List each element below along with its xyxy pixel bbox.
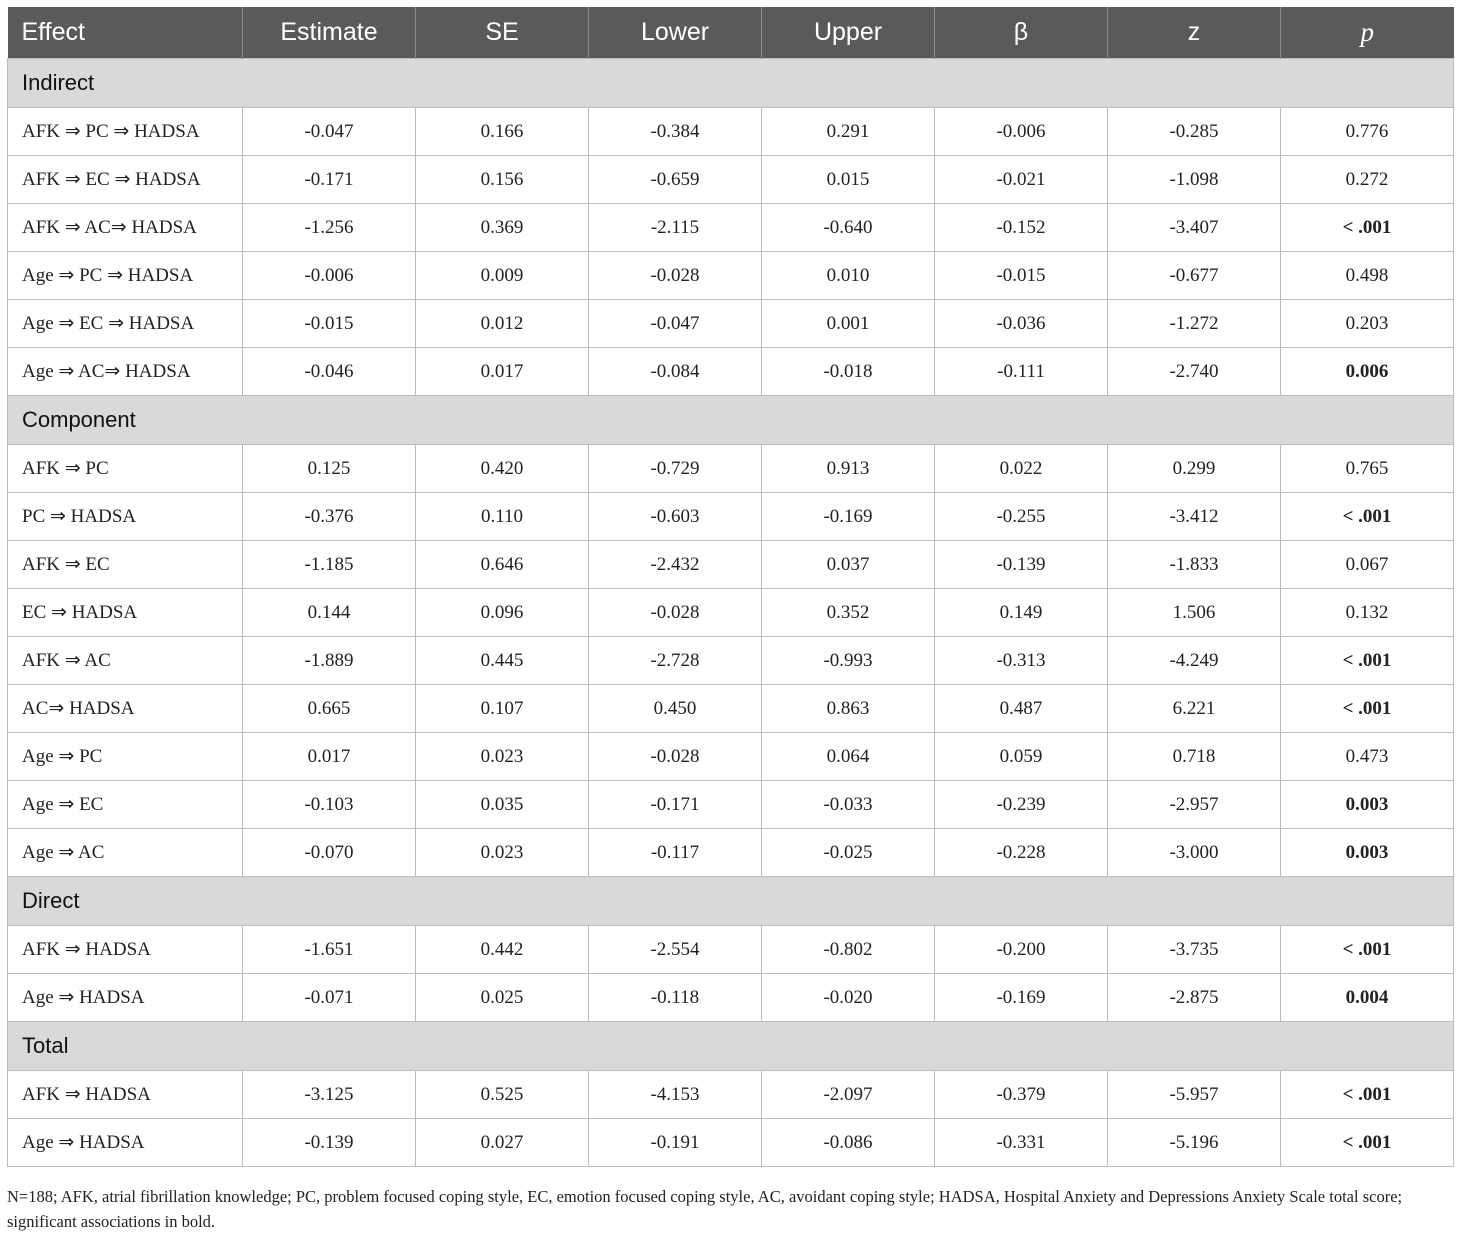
estimate-cell: 0.125: [243, 445, 416, 493]
effect-cell: AFK ⇒ PC ⇒ HADSA: [8, 108, 243, 156]
se-cell: 0.156: [416, 156, 589, 204]
estimate-cell: -0.071: [243, 974, 416, 1022]
effect-cell: AFK ⇒ EC: [8, 541, 243, 589]
beta-cell: -0.015: [935, 252, 1108, 300]
lower-cell: -2.554: [589, 926, 762, 974]
upper-cell: 0.291: [762, 108, 935, 156]
effect-cell: Age ⇒ HADSA: [8, 974, 243, 1022]
table-row: [8, 541, 1454, 589]
section-title: Component: [8, 396, 1454, 445]
table-row: [8, 926, 1454, 974]
beta-cell: -0.228: [935, 829, 1108, 877]
table-row: [8, 589, 1454, 637]
se-cell: 0.027: [416, 1119, 589, 1167]
header-lower: Lower: [589, 7, 762, 59]
lower-cell: -0.028: [589, 252, 762, 300]
p-cell: 0.003: [1281, 781, 1454, 829]
beta-cell: -0.379: [935, 1071, 1108, 1119]
p-cell: 0.498: [1281, 252, 1454, 300]
table-row: [8, 829, 1454, 877]
upper-cell: -0.033: [762, 781, 935, 829]
table-row: [8, 1119, 1454, 1167]
beta-cell: -0.036: [935, 300, 1108, 348]
z-cell: -1.833: [1108, 541, 1281, 589]
z-cell: -5.196: [1108, 1119, 1281, 1167]
results-table-container: [7, 7, 1453, 1167]
header-estimate: Estimate: [243, 7, 416, 59]
z-cell: -3.407: [1108, 204, 1281, 252]
effect-cell: Age ⇒ AC⇒ HADSA: [8, 348, 243, 396]
effect-cell: Age ⇒ PC ⇒ HADSA: [8, 252, 243, 300]
estimate-cell: -0.046: [243, 348, 416, 396]
table-header: [8, 7, 1454, 59]
section-row-total: [8, 1022, 1454, 1071]
upper-cell: 0.015: [762, 156, 935, 204]
table-body: [8, 59, 1454, 1167]
beta-cell: 0.022: [935, 445, 1108, 493]
table-row: [8, 445, 1454, 493]
beta-cell: -0.139: [935, 541, 1108, 589]
beta-cell: -0.200: [935, 926, 1108, 974]
p-cell: 0.203: [1281, 300, 1454, 348]
lower-cell: -4.153: [589, 1071, 762, 1119]
lower-cell: -2.728: [589, 637, 762, 685]
estimate-cell: -0.047: [243, 108, 416, 156]
z-cell: 0.718: [1108, 733, 1281, 781]
p-cell: 0.132: [1281, 589, 1454, 637]
z-cell: -3.735: [1108, 926, 1281, 974]
beta-cell: -0.006: [935, 108, 1108, 156]
p-cell: < .001: [1281, 1119, 1454, 1167]
upper-cell: 0.352: [762, 589, 935, 637]
lower-cell: -0.118: [589, 974, 762, 1022]
beta-cell: 0.059: [935, 733, 1108, 781]
beta-cell: -0.169: [935, 974, 1108, 1022]
z-cell: -2.957: [1108, 781, 1281, 829]
se-cell: 0.009: [416, 252, 589, 300]
beta-cell: -0.331: [935, 1119, 1108, 1167]
table-row: [8, 733, 1454, 781]
effect-cell: PC ⇒ HADSA: [8, 493, 243, 541]
z-cell: -5.957: [1108, 1071, 1281, 1119]
z-cell: -1.098: [1108, 156, 1281, 204]
table-row: [8, 204, 1454, 252]
lower-cell: -0.659: [589, 156, 762, 204]
effect-cell: AFK ⇒ AC⇒ HADSA: [8, 204, 243, 252]
estimate-cell: -0.171: [243, 156, 416, 204]
lower-cell: -0.729: [589, 445, 762, 493]
z-cell: 6.221: [1108, 685, 1281, 733]
p-cell: 0.272: [1281, 156, 1454, 204]
table-row: [8, 108, 1454, 156]
effect-cell: Age ⇒ PC: [8, 733, 243, 781]
table-row: [8, 685, 1454, 733]
mediation-results-table: [7, 7, 1454, 1167]
p-cell: < .001: [1281, 1071, 1454, 1119]
effect-cell: AFK ⇒ HADSA: [8, 926, 243, 974]
header-row: [8, 7, 1454, 59]
header-se: SE: [416, 7, 589, 59]
p-cell: 0.765: [1281, 445, 1454, 493]
p-cell: < .001: [1281, 493, 1454, 541]
upper-cell: -0.993: [762, 637, 935, 685]
upper-cell: -0.086: [762, 1119, 935, 1167]
se-cell: 0.107: [416, 685, 589, 733]
lower-cell: -0.117: [589, 829, 762, 877]
lower-cell: -0.028: [589, 733, 762, 781]
table-row: [8, 974, 1454, 1022]
se-cell: 0.025: [416, 974, 589, 1022]
effect-cell: Age ⇒ EC: [8, 781, 243, 829]
se-cell: 0.012: [416, 300, 589, 348]
effect-cell: Age ⇒ AC: [8, 829, 243, 877]
se-cell: 0.445: [416, 637, 589, 685]
se-cell: 0.420: [416, 445, 589, 493]
z-cell: -3.412: [1108, 493, 1281, 541]
estimate-cell: -1.889: [243, 637, 416, 685]
table-footnote: N=188; AFK, atrial fibrillation knowledge; PC, problem focused coping style, EC, emotion focused coping style, AC, avoidant coping style; HADSA, Hospital Anxiety and Depressions Anxiety Scale total score; significant associations in bold.: [7, 1187, 1403, 1231]
lower-cell: -2.432: [589, 541, 762, 589]
upper-cell: 0.913: [762, 445, 935, 493]
z-cell: -4.249: [1108, 637, 1281, 685]
estimate-cell: -0.070: [243, 829, 416, 877]
se-cell: 0.525: [416, 1071, 589, 1119]
upper-cell: -0.020: [762, 974, 935, 1022]
header-upper: Upper: [762, 7, 935, 59]
lower-cell: -0.603: [589, 493, 762, 541]
upper-cell: 0.037: [762, 541, 935, 589]
estimate-cell: -1.256: [243, 204, 416, 252]
lower-cell: -0.084: [589, 348, 762, 396]
se-cell: 0.442: [416, 926, 589, 974]
lower-cell: -0.384: [589, 108, 762, 156]
lower-cell: 0.450: [589, 685, 762, 733]
se-cell: 0.369: [416, 204, 589, 252]
estimate-cell: -0.376: [243, 493, 416, 541]
z-cell: 1.506: [1108, 589, 1281, 637]
table-row: [8, 156, 1454, 204]
beta-cell: -0.313: [935, 637, 1108, 685]
p-cell: 0.006: [1281, 348, 1454, 396]
beta-cell: 0.149: [935, 589, 1108, 637]
se-cell: 0.646: [416, 541, 589, 589]
upper-cell: 0.001: [762, 300, 935, 348]
lower-cell: -0.191: [589, 1119, 762, 1167]
se-cell: 0.017: [416, 348, 589, 396]
estimate-cell: 0.665: [243, 685, 416, 733]
upper-cell: 0.863: [762, 685, 935, 733]
se-cell: 0.166: [416, 108, 589, 156]
z-cell: 0.299: [1108, 445, 1281, 493]
p-cell: 0.473: [1281, 733, 1454, 781]
table-row: [8, 300, 1454, 348]
table-row: [8, 252, 1454, 300]
p-cell: < .001: [1281, 685, 1454, 733]
beta-cell: -0.152: [935, 204, 1108, 252]
header-beta: β: [935, 7, 1108, 59]
estimate-cell: 0.144: [243, 589, 416, 637]
upper-cell: 0.010: [762, 252, 935, 300]
effect-cell: EC ⇒ HADSA: [8, 589, 243, 637]
lower-cell: -0.028: [589, 589, 762, 637]
upper-cell: 0.064: [762, 733, 935, 781]
table-row: [8, 348, 1454, 396]
z-cell: -2.875: [1108, 974, 1281, 1022]
table-row: [8, 493, 1454, 541]
se-cell: 0.110: [416, 493, 589, 541]
estimate-cell: -0.139: [243, 1119, 416, 1167]
estimate-cell: 0.017: [243, 733, 416, 781]
z-cell: -3.000: [1108, 829, 1281, 877]
lower-cell: -0.047: [589, 300, 762, 348]
p-cell: 0.004: [1281, 974, 1454, 1022]
table-row: [8, 637, 1454, 685]
beta-cell: -0.111: [935, 348, 1108, 396]
se-cell: 0.096: [416, 589, 589, 637]
upper-cell: -0.802: [762, 926, 935, 974]
lower-cell: -0.171: [589, 781, 762, 829]
lower-cell: -2.115: [589, 204, 762, 252]
beta-cell: -0.021: [935, 156, 1108, 204]
beta-cell: -0.239: [935, 781, 1108, 829]
upper-cell: -0.169: [762, 493, 935, 541]
section-row-component: [8, 396, 1454, 445]
effect-cell: Age ⇒ EC ⇒ HADSA: [8, 300, 243, 348]
se-cell: 0.035: [416, 781, 589, 829]
header-z: z: [1108, 7, 1281, 59]
z-cell: -2.740: [1108, 348, 1281, 396]
header-p: p: [1281, 7, 1454, 59]
section-title: Indirect: [8, 59, 1454, 108]
p-cell: 0.776: [1281, 108, 1454, 156]
beta-cell: -0.255: [935, 493, 1108, 541]
se-cell: 0.023: [416, 733, 589, 781]
upper-cell: -2.097: [762, 1071, 935, 1119]
z-cell: -1.272: [1108, 300, 1281, 348]
effect-cell: AFK ⇒ PC: [8, 445, 243, 493]
table-row: [8, 781, 1454, 829]
table-row: [8, 1071, 1454, 1119]
p-cell: < .001: [1281, 926, 1454, 974]
estimate-cell: -0.015: [243, 300, 416, 348]
p-cell: < .001: [1281, 204, 1454, 252]
estimate-cell: -0.006: [243, 252, 416, 300]
header-effect: Effect: [8, 7, 243, 59]
section-title: Total: [8, 1022, 1454, 1071]
section-title: Direct: [8, 877, 1454, 926]
effect-cell: AFK ⇒ AC: [8, 637, 243, 685]
p-cell: 0.003: [1281, 829, 1454, 877]
effect-cell: Age ⇒ HADSA: [8, 1119, 243, 1167]
z-cell: -0.285: [1108, 108, 1281, 156]
upper-cell: -0.018: [762, 348, 935, 396]
effect-cell: AC⇒ HADSA: [8, 685, 243, 733]
section-row-direct: [8, 877, 1454, 926]
upper-cell: -0.025: [762, 829, 935, 877]
estimate-cell: -1.185: [243, 541, 416, 589]
upper-cell: -0.640: [762, 204, 935, 252]
beta-cell: 0.487: [935, 685, 1108, 733]
estimate-cell: -0.103: [243, 781, 416, 829]
estimate-cell: -1.651: [243, 926, 416, 974]
se-cell: 0.023: [416, 829, 589, 877]
effect-cell: AFK ⇒ HADSA: [8, 1071, 243, 1119]
p-cell: < .001: [1281, 637, 1454, 685]
z-cell: -0.677: [1108, 252, 1281, 300]
p-cell: 0.067: [1281, 541, 1454, 589]
effect-cell: AFK ⇒ EC ⇒ HADSA: [8, 156, 243, 204]
section-row-indirect: [8, 59, 1454, 108]
estimate-cell: -3.125: [243, 1071, 416, 1119]
